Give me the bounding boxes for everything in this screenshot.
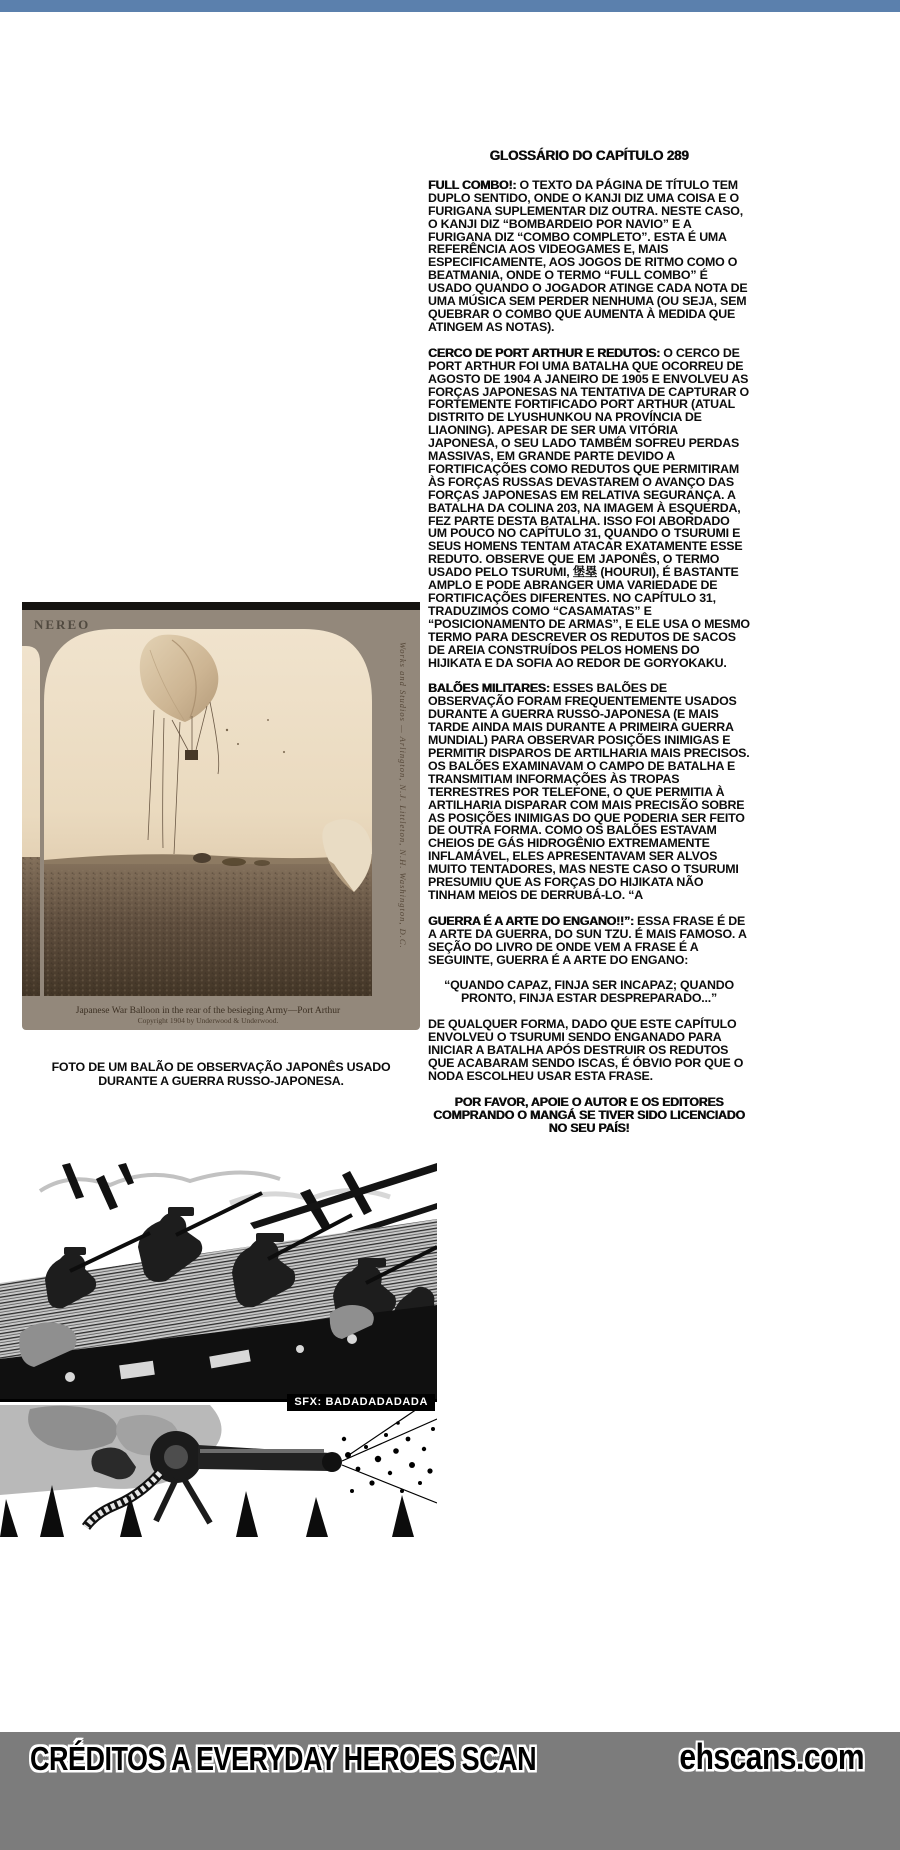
sun-tzu-quote: “QUANDO CAPAZ, FINJA SER INCAPAZ; QUANDO PRONTO, FINJA ESTAR DESPREPARADO...” [444, 978, 734, 1006]
entry-lead: GUERRA É A ARTE DO ENGANO!!”: [428, 913, 634, 928]
manga-panels [0, 1163, 437, 1537]
gun-muzzle [322, 1452, 342, 1472]
entry-body: ESSES BALÕES DE OBSERVAÇÃO FORAM FREQUENTEMENTE USADOS DURANTE A GUERRA RUSSO-JAPONESA (E MAIS TARDE AINDA MAIS DURANTE A PRIMEIRA GUERRA MUNDIAL) PARA OBSERVAR POSIÇÕES INIMIGAS E PERMITIR DISPAROS DE ARTILHARIA MAIS PRECISOS. OS BALÕES EXAMINAVAM O CAMPO DE BATALHA E TRANSMITIAM INFORMAÇÕES ÀS TROPAS TERRESTRES POR TELEFONE, O QUE PERMITIA À ARTILHARIA DISPARAR COM MAIS PRECISÃO SOBRE AS POSIÇÕES INIMIGAS DO QUE PODERIA SER FEITO DE OUTRA FORMA. COMO OS BALÕES ESTAVAM CHEIOS DE GÁS HIDROGÊNIO EXTREMAMENTE INFLAMÁVEL, ELES APRESENTAVAM SER ALVOS MUITO TENTADORES, MAS NESTE CASO O TSURUMI PRESUMIU QUE AS FORÇAS DO HIJIKATA NÃO TINHAM MEIOS DE DERRUBÁ-LO. “A [428, 681, 750, 902]
sfx-label: SFX: BADADADADADA [287, 1394, 435, 1411]
left-stereo-sliver [22, 646, 40, 996]
glossary-entry-full-combo [428, 179, 750, 334]
entry-body: O CERCO DE PORT ARTHUR FOI UMA BATALHA QUE OCORREU DE AGOSTO DE 1904 A JANEIRO DE 1905 E ENVOLVEU AS FORÇAS JAPONESAS NA TENTATIVA DE CAPTURAR O FORTEMENTE FORTIFICADO PORT ARTHUR (ATUAL DISTRITO DE LYUSHUNKOU NA PROVÍNCIA DE LIAONING). APESAR DE SER UMA VITÓRIA JAPONESA, O SEU LADO TAMBÉM SOFREU PERDAS MASSIVAS, EM GRANDE PARTE DEVIDO A FORTIFICAÇÕES COMO REDUTOS QUE PERMITIRAM ÀS FORÇAS RUSSAS DEVASTAREM O AVANÇO DAS FORÇAS JAPONESAS EM RELATIVA SEGURANÇA. A BATALHA DA COLINA 203, NA IMAGEM À ESQUERDA, FEZ PARTE DESTA BATALHA. ISSO FOI ABORDADO UM POUCO NO CAPÍTULO 31, QUANDO O TSURUMI E SEUS HOMENS TENTAM ATACAR EXATAMENTE ESSE REDUTO. OBSERVE QUE EM JAPONÊS, O TERMO USADO PELO TSURUMI, 堡塁 (HOURUI), É BASTANTE AMPLO E PODE ABRANGER UMA VARIEDADE DE FORTIFICAÇÕES DIFERENTES. NO CAPÍTULO 31, TRADUZIMOS COMO “CASAMATAS” E “POSICIONAMENTO DE ARMAS”, E ELE USA O MESMO TERMO PARA DESCREVER OS REDUTOS DE SACOS DE AREIA CONSTRUÍDOS PELOS HOMENS DO HIJIKATA E DA SOFIA AO REDOR DE GORYOKAKU. [428, 345, 750, 670]
entry-lead: CERCO DE PORT ARTHUR E REDUTOS: [428, 345, 660, 360]
war-balloon-photo [22, 602, 420, 1030]
photo-caption-en: Japanese War Balloon in the rear of the besieging Army—Port Arthur [75, 1006, 341, 1016]
top-border-bar [0, 0, 900, 12]
glossary-entry-baloes-militares [428, 682, 750, 901]
glossary-entry-port-arthur [428, 347, 750, 670]
photo-copyright: Copyright 1904 by Underwood & Underwood. [137, 1016, 279, 1025]
caption-pt-line2: DURANTE A GUERRA RUSSO-JAPONESA. [98, 1074, 344, 1088]
scan-credits-text: CRÉDITOS A EVERYDAY HEROES SCAN [30, 1740, 537, 1778]
entry-body: O TEXTO DA PÁGINA DE TÍTULO TEM DUPLO SENTIDO, ONDE O KANJI DIZ UMA COISA E O FURIGANA SUPLEMENTAR DIZ OUTRA. NESTE CASO, O KANJI DIZ “BOMBARDEIO POR NAVIO” E A FURIGANA DIZ “COMBO COMPLETO”. ESTA É UMA REFERÊNCIA AOS VIDEOGAMES E, MAIS ESPECIFICAMENTE, AOS JOGOS DE RITMO COMO O BEATMANIA, ONDE O TERMO “FULL COMBO” É USADO QUANDO O JOGADOR ATINGE CADA NOTA DE UMA MÚSICA SEM PERDER NENHUMA (OU SEJA, SEM QUEBRAR O COMBO QUE AUMENTA À MEDIDA QUE ATINGEM AS NOTAS). [428, 177, 748, 334]
glossary-title: GLOSSÁRIO DO CAPÍTULO 289 [489, 148, 689, 163]
manga-panel-charge [0, 1163, 437, 1399]
closing-paragraph: DE QUALQUER FORMA, DADO QUE ESTE CAPÍTULO ENVOLVEU O TSURUMI SENDO ENGANADO PARA INICIAR A BATALHA APÓS DESTRUIR OS REDUTOS QUE ACABARAM SENDO ISCAS, É ÓBVIO POR QUE O NODA ESCOLHEU USAR ESTA FRASE. [428, 1017, 744, 1083]
balloon-basket [185, 750, 198, 760]
footer-bar [0, 1732, 900, 1850]
glossary-entry-arte-do-engano [428, 915, 750, 967]
stereograph-card [22, 602, 420, 1030]
photo-image [44, 629, 372, 996]
caption-pt-line1: FOTO DE UM BALÃO DE OBSERVAÇÃO JAPONÊS USADO [51, 1060, 391, 1074]
scan-site-text: ehscans.com [679, 1738, 864, 1778]
card-top-strip [22, 602, 420, 610]
card-edge-text: Works and Studios — Arlington, N.J. Littleton, N.H. Washington, D.C. [398, 642, 408, 949]
glossary-column [428, 150, 750, 1148]
support-author-note: POR FAVOR, APOIE O AUTOR E OS EDITORES COMPRANDO O MANGÁ SE TIVER SIDO LICENCIADO NO SEU PAÍS! [433, 1094, 745, 1135]
entry-lead: FULL COMBO!: [428, 177, 517, 192]
card-stamp-text: NEREO [34, 617, 91, 632]
entry-lead: BALÕES MILITARES: [428, 681, 550, 696]
entry-body: ESSA FRASE É DE A ARTE DA GUERRA, DO SUN TZU. É MAIS FAMOSO. A SEÇÃO DO LIVRO DE ONDE VEM A FRASE É A SEGUINTE, GUERRA É A ARTE DO ENGANO: [428, 913, 747, 967]
manga-panel-machine-gun [0, 1399, 437, 1537]
photo-caption-pt [20, 1060, 422, 1088]
horizon-figures [193, 853, 211, 863]
